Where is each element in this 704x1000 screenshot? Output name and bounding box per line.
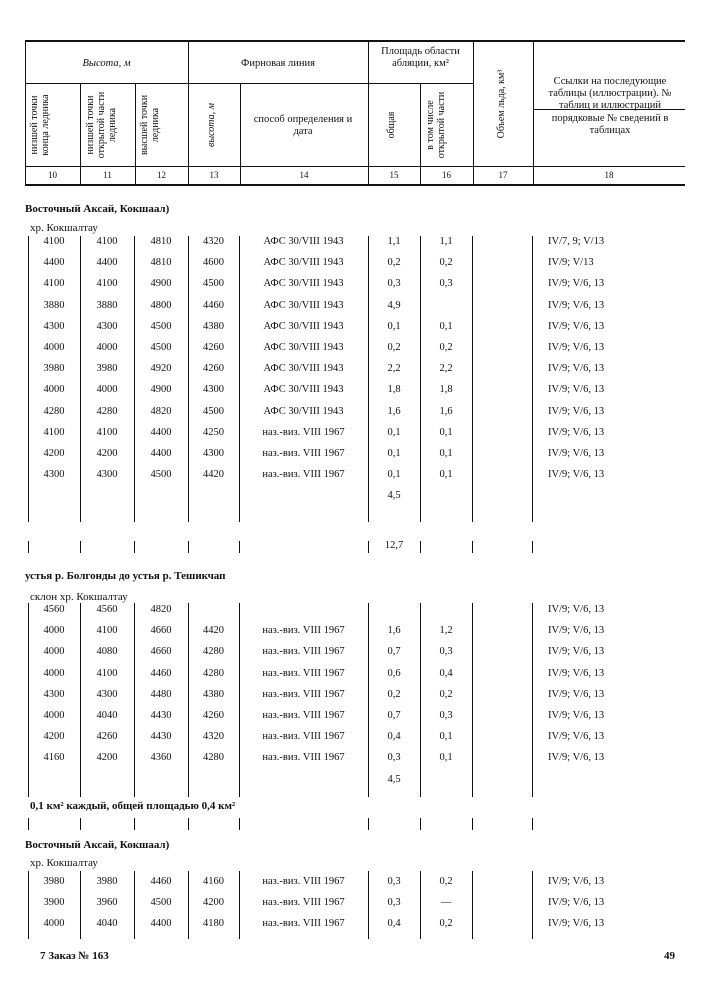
cell-firn-method: наз.-виз. VIII 1967 bbox=[262, 469, 345, 481]
cell-min-open: 4040 bbox=[96, 918, 118, 930]
cell-min-end: 4000 bbox=[43, 625, 65, 637]
cell-min-open: 3960 bbox=[96, 897, 118, 909]
section-title: Восточный Аксай, Кокшаал) bbox=[25, 839, 170, 851]
cell-min-end: 4560 bbox=[43, 604, 65, 615]
cell-area-total: 2,2 bbox=[387, 363, 401, 375]
cell-references: IV/9; V/6, 13 bbox=[548, 710, 605, 721]
cell-firn-height: 4200 bbox=[203, 897, 224, 909]
table-row bbox=[0, 646, 704, 664]
table-row bbox=[0, 710, 704, 728]
cell-firn-height: 4250 bbox=[203, 426, 224, 438]
cell-max-point: 4500 bbox=[150, 320, 172, 332]
cell-area-open: 0,3 bbox=[439, 710, 453, 721]
cell-references: IV/9; V/6, 13 bbox=[548, 299, 605, 311]
cell-min-open: 4000 bbox=[96, 384, 118, 396]
cell-references: IV/7, 9; V/13 bbox=[548, 236, 605, 247]
cell-max-point: 4460 bbox=[150, 876, 172, 887]
cell-min-open: 4100 bbox=[96, 667, 118, 679]
cell-firn-method: наз.-виз. VIII 1967 bbox=[262, 710, 345, 721]
col-number: 15 bbox=[389, 170, 399, 180]
cell-firn-method: наз.-виз. VIII 1967 bbox=[262, 688, 345, 700]
table-row bbox=[0, 752, 704, 770]
cell-min-end: 4160 bbox=[43, 752, 65, 764]
cell-min-open: 4100 bbox=[96, 236, 118, 247]
cell-max-point: 4400 bbox=[150, 426, 172, 438]
cell-firn-method: АФС 30/VIII 1943 bbox=[263, 363, 344, 375]
cell-max-point: 4810 bbox=[150, 236, 172, 247]
cell-min-open: 3980 bbox=[96, 363, 118, 375]
col13-label: высота, м bbox=[206, 102, 217, 148]
cell-firn-height: 4320 bbox=[203, 731, 224, 743]
cell-firn-method: наз.-виз. VIII 1967 bbox=[262, 731, 345, 743]
cell-references: IV/9; V/6, 13 bbox=[548, 876, 605, 887]
cell-area-total: 1,1 bbox=[387, 236, 401, 247]
table-row bbox=[0, 490, 704, 508]
col10-label: низшей точки конца ледника bbox=[29, 94, 51, 156]
cell-firn-height: 4380 bbox=[203, 320, 224, 332]
cell-area-open: 0,1 bbox=[439, 752, 453, 764]
cell-min-open: 4080 bbox=[96, 646, 118, 658]
col-number: 11 bbox=[103, 170, 112, 180]
cell-firn-height: 4160 bbox=[203, 876, 224, 887]
table-row bbox=[0, 668, 704, 686]
col17-label: Объем льда, км³ bbox=[496, 69, 507, 139]
cell-firn-height: 4260 bbox=[203, 710, 224, 721]
col-number: 12 bbox=[157, 170, 166, 180]
cell-area-total: 4,5 bbox=[387, 490, 401, 502]
section-note: 0,1 км² каждый, общей площадью 0,4 км² bbox=[30, 800, 236, 812]
cell-area-total: 0,3 bbox=[387, 752, 401, 764]
cell-min-end: 3900 bbox=[43, 897, 65, 909]
col-number: 16 bbox=[442, 170, 451, 180]
table-row bbox=[0, 321, 704, 339]
cell-references: IV/9; V/6, 13 bbox=[548, 667, 605, 679]
table-row bbox=[0, 342, 704, 360]
cell-firn-height: 4500 bbox=[203, 278, 224, 290]
cell-min-end: 4300 bbox=[43, 688, 65, 700]
cell-min-open: 4400 bbox=[96, 257, 118, 269]
cell-area-total: 0,6 bbox=[387, 667, 401, 679]
section-title: Восточный Аксай, Кокшаал) bbox=[25, 203, 170, 215]
cell-area-open: 1,1 bbox=[439, 236, 453, 247]
cell-firn-height: 4420 bbox=[203, 625, 224, 637]
cell-area-total: 0,3 bbox=[387, 278, 401, 290]
cell-area-open: 0,3 bbox=[439, 646, 453, 658]
cell-max-point: 4660 bbox=[150, 646, 172, 658]
table-row bbox=[0, 774, 704, 792]
cell-area-open: 0,2 bbox=[439, 688, 453, 700]
cell-references: IV/9; V/6, 13 bbox=[548, 278, 605, 290]
cell-max-point: 4500 bbox=[150, 469, 172, 481]
cell-min-end: 4100 bbox=[43, 236, 65, 247]
cell-references: IV/9; V/6, 13 bbox=[548, 448, 605, 459]
cell-min-end: 3880 bbox=[43, 299, 65, 311]
cell-firn-method: наз.-виз. VIII 1967 bbox=[262, 918, 345, 930]
table-row bbox=[0, 300, 704, 318]
col-number: 14 bbox=[299, 170, 309, 180]
section-subtitle: хр. Кокшалтау bbox=[30, 857, 98, 869]
col14-label: способ определения и дата bbox=[253, 114, 353, 137]
cell-area-total: 0,3 bbox=[387, 897, 401, 909]
table-row bbox=[0, 604, 704, 622]
cell-max-point: 4500 bbox=[150, 897, 172, 909]
cell-max-point: 4430 bbox=[150, 731, 172, 743]
cell-max-point: 4480 bbox=[150, 688, 172, 700]
cell-firn-height: 4600 bbox=[203, 257, 224, 269]
section-title: устья р. Болгонды до устья р. Тешикчап bbox=[25, 570, 226, 582]
cell-references: IV/9; V/6, 13 bbox=[548, 731, 605, 743]
cell-references: IV/9; V/6, 13 bbox=[548, 342, 605, 353]
cell-firn-method: наз.-виз. VIII 1967 bbox=[262, 625, 345, 637]
cell-area-total: 0,7 bbox=[387, 710, 401, 721]
cell-area-total: 0,4 bbox=[387, 731, 401, 743]
table-row bbox=[0, 384, 704, 402]
col-number: 13 bbox=[209, 170, 219, 180]
cell-area-total: 0,4 bbox=[387, 918, 401, 930]
cell-max-point: 4500 bbox=[150, 342, 172, 353]
cell-min-end: 4000 bbox=[43, 918, 65, 930]
cell-max-point: 4820 bbox=[150, 405, 172, 417]
col16-label: в том числе открытой части bbox=[425, 91, 447, 159]
table-header bbox=[25, 40, 685, 186]
cell-area-total: 0,2 bbox=[387, 342, 401, 353]
cell-max-point: 4820 bbox=[150, 604, 172, 615]
table-row bbox=[0, 897, 704, 915]
cell-max-point: 4810 bbox=[150, 257, 172, 269]
table-row bbox=[0, 876, 704, 894]
cell-references: IV/9; V/6, 13 bbox=[548, 625, 605, 637]
cell-firn-method: АФС 30/VIII 1943 bbox=[263, 384, 344, 396]
cell-firn-method: АФС 30/VIII 1943 bbox=[263, 342, 344, 353]
cell-min-end: 4300 bbox=[43, 320, 65, 332]
cell-min-end: 4100 bbox=[43, 426, 65, 438]
table-row bbox=[0, 363, 704, 381]
cell-references: IV/9; V/6, 13 bbox=[548, 918, 605, 930]
col18-bottom-label: порядковые № сведений в таблицах bbox=[551, 113, 669, 136]
cell-firn-method: наз.-виз. VIII 1967 bbox=[262, 448, 345, 459]
cell-firn-height: 4280 bbox=[203, 667, 224, 679]
cell-area-total: 1,6 bbox=[387, 625, 401, 637]
cell-references: IV/9; V/6, 13 bbox=[548, 897, 605, 909]
cell-area-open: 0,1 bbox=[439, 731, 453, 743]
col-number: 18 bbox=[604, 170, 614, 180]
cell-area-open: 1,2 bbox=[439, 625, 453, 637]
col-number: 17 bbox=[498, 170, 508, 180]
cell-area-total: 1,8 bbox=[387, 384, 401, 396]
cell-references: IV/9; V/6, 13 bbox=[548, 752, 605, 764]
cell-min-end: 3980 bbox=[43, 876, 65, 887]
cell-min-open: 3980 bbox=[96, 876, 118, 887]
cell-firn-method: наз.-виз. VIII 1967 bbox=[262, 426, 345, 438]
cell-min-open: 4040 bbox=[96, 710, 118, 721]
cell-firn-method: наз.-виз. VIII 1967 bbox=[262, 667, 345, 679]
cell-references: IV/9; V/6, 13 bbox=[548, 363, 605, 375]
cell-max-point: 4920 bbox=[150, 363, 172, 375]
cell-min-end: 4100 bbox=[43, 278, 65, 290]
cell-references: IV/9; V/6, 13 bbox=[548, 384, 605, 396]
cell-firn-method: наз.-виз. VIII 1967 bbox=[262, 752, 345, 764]
cell-firn-method: наз.-виз. VIII 1967 bbox=[262, 876, 345, 887]
cell-references: IV/9; V/13 bbox=[548, 257, 594, 269]
cell-area-total: 0,1 bbox=[387, 448, 401, 459]
cell-firn-method: наз.-виз. VIII 1967 bbox=[262, 897, 345, 909]
cell-area-open: 0,4 bbox=[439, 667, 453, 679]
cell-min-open: 4200 bbox=[96, 448, 118, 459]
cell-max-point: 4460 bbox=[150, 667, 172, 679]
cell-area-total: 0,1 bbox=[387, 426, 401, 438]
table-row bbox=[0, 625, 704, 643]
cell-firn-height: 4180 bbox=[203, 918, 224, 930]
cell-min-open: 4000 bbox=[96, 342, 118, 353]
cell-firn-height: 4260 bbox=[203, 363, 224, 375]
cell-min-end: 4000 bbox=[43, 384, 65, 396]
cell-area-open: — bbox=[440, 897, 452, 909]
cell-max-point: 4900 bbox=[150, 384, 172, 396]
cell-max-point: 4400 bbox=[150, 918, 172, 930]
cell-area-total: 0,7 bbox=[387, 646, 401, 658]
table-row bbox=[0, 918, 704, 936]
firn-group-label: Фирновая линия bbox=[241, 58, 315, 69]
cell-area-total: 0,1 bbox=[387, 320, 401, 332]
cell-references: IV/9; V/6, 13 bbox=[548, 688, 605, 700]
cell-min-open: 4300 bbox=[96, 320, 118, 332]
cell-max-point: 4360 bbox=[150, 752, 172, 764]
cell-firn-height: 4460 bbox=[203, 299, 224, 311]
cell-min-end: 4000 bbox=[43, 342, 65, 353]
col18-top-label: Ссылки на последующие таблицы (иллюстрации). № таблиц и иллюстраций bbox=[548, 76, 672, 111]
cell-area-total: 0,2 bbox=[387, 257, 401, 269]
cell-min-open: 4100 bbox=[96, 278, 118, 290]
cell-firn-method: АФС 30/VIII 1943 bbox=[263, 320, 344, 332]
cell-min-open: 4280 bbox=[96, 405, 118, 417]
cell-firn-height: 4320 bbox=[203, 236, 224, 247]
cell-max-point: 4800 bbox=[150, 299, 172, 311]
cell-area-open: 2,2 bbox=[439, 363, 453, 375]
section-total: 12,7 bbox=[384, 540, 404, 551]
col-number: 10 bbox=[48, 170, 57, 180]
cell-area-open: 0,1 bbox=[439, 426, 453, 438]
cell-min-end: 4280 bbox=[43, 405, 65, 417]
table-row bbox=[0, 469, 704, 487]
cell-max-point: 4660 bbox=[150, 625, 172, 637]
cell-min-open: 4300 bbox=[96, 469, 118, 481]
area-group-label: Площадь области абляции, км² bbox=[381, 46, 460, 69]
cell-area-open: 0,2 bbox=[439, 342, 453, 353]
cell-firn-height: 4280 bbox=[203, 646, 224, 658]
cell-min-end: 4300 bbox=[43, 469, 65, 481]
cell-max-point: 4900 bbox=[150, 278, 172, 290]
col15-label: общая bbox=[386, 111, 397, 139]
cell-min-open: 4100 bbox=[96, 426, 118, 438]
cell-area-open: 0,2 bbox=[439, 257, 453, 269]
table-row bbox=[0, 427, 704, 445]
section-subtitle: склон хр. Кокшалтау bbox=[30, 591, 128, 603]
cell-max-point: 4430 bbox=[150, 710, 172, 721]
cell-min-end: 4000 bbox=[43, 710, 65, 721]
cell-area-total: 4,9 bbox=[387, 299, 401, 311]
cell-firn-height: 4420 bbox=[203, 469, 224, 481]
cell-firn-method: наз.-виз. VIII 1967 bbox=[262, 646, 345, 658]
cell-firn-method: АФС 30/VIII 1943 bbox=[263, 236, 344, 247]
cell-firn-height: 4380 bbox=[203, 688, 224, 700]
cell-min-open: 4260 bbox=[96, 731, 118, 743]
cell-area-total: 0,1 bbox=[387, 469, 401, 481]
table-row bbox=[0, 236, 704, 254]
cell-firn-method: АФС 30/VIII 1943 bbox=[263, 299, 344, 311]
height-group-label: Высота, м bbox=[82, 58, 131, 69]
footer-order: 7 Заказ № 163 bbox=[40, 950, 109, 962]
cell-min-end: 3980 bbox=[43, 363, 65, 375]
cell-area-open: 0,1 bbox=[439, 469, 453, 481]
cell-firn-height: 4280 bbox=[203, 752, 224, 764]
cell-min-end: 4400 bbox=[43, 257, 65, 269]
cell-firn-method: АФС 30/VIII 1943 bbox=[263, 278, 344, 290]
cell-firn-height: 4500 bbox=[203, 405, 224, 417]
table-row bbox=[0, 278, 704, 296]
cell-min-open: 3880 bbox=[96, 299, 118, 311]
cell-area-open: 0,3 bbox=[439, 278, 453, 290]
cell-min-end: 4000 bbox=[43, 667, 65, 679]
cell-firn-method: АФС 30/VIII 1943 bbox=[263, 257, 344, 269]
cell-firn-height: 4260 bbox=[203, 342, 224, 353]
cell-references: IV/9; V/6, 13 bbox=[548, 405, 605, 417]
cell-min-open: 4100 bbox=[96, 625, 118, 637]
col11-label: низшей точки открытой части ледника bbox=[85, 91, 118, 159]
table-row bbox=[0, 406, 704, 424]
cell-area-open: 1,8 bbox=[439, 384, 453, 396]
cell-min-end: 4200 bbox=[43, 731, 65, 743]
cell-references: IV/9; V/6, 13 bbox=[548, 426, 605, 438]
cell-firn-height: 4300 bbox=[203, 384, 224, 396]
cell-firn-method: АФС 30/VIII 1943 bbox=[263, 405, 344, 417]
cell-area-total: 1,6 bbox=[387, 405, 401, 417]
table-row bbox=[0, 689, 704, 707]
section-subtitle: хр. Кокшалтау bbox=[30, 222, 98, 234]
cell-references: IV/9; V/6, 13 bbox=[548, 646, 605, 658]
cell-area-open: 0,1 bbox=[439, 320, 453, 332]
cell-area-open: 0,2 bbox=[439, 876, 453, 887]
cell-min-end: 4000 bbox=[43, 646, 65, 658]
page-number: 49 bbox=[664, 950, 675, 962]
cell-references: IV/9; V/6, 13 bbox=[548, 469, 605, 481]
cell-area-total: 0,2 bbox=[387, 688, 401, 700]
cell-area-open: 0,1 bbox=[439, 448, 453, 459]
cell-min-open: 4560 bbox=[96, 604, 118, 615]
table-row bbox=[0, 257, 704, 275]
cell-area-total: 0,3 bbox=[387, 876, 401, 887]
table-row bbox=[0, 731, 704, 749]
cell-references: IV/9; V/6, 13 bbox=[548, 604, 605, 615]
table-row bbox=[0, 448, 704, 466]
cell-area-total: 4,5 bbox=[387, 773, 401, 785]
col12-label: высшей точки ледника bbox=[139, 94, 161, 156]
cell-firn-height: 4300 bbox=[203, 448, 224, 459]
cell-references: IV/9; V/6, 13 bbox=[548, 320, 605, 332]
cell-max-point: 4400 bbox=[150, 448, 172, 459]
cell-area-open: 1,6 bbox=[439, 405, 453, 417]
cell-min-open: 4200 bbox=[96, 752, 118, 764]
cell-min-open: 4300 bbox=[96, 688, 118, 700]
cell-min-end: 4200 bbox=[43, 448, 65, 459]
cell-area-open: 0,2 bbox=[439, 918, 453, 930]
